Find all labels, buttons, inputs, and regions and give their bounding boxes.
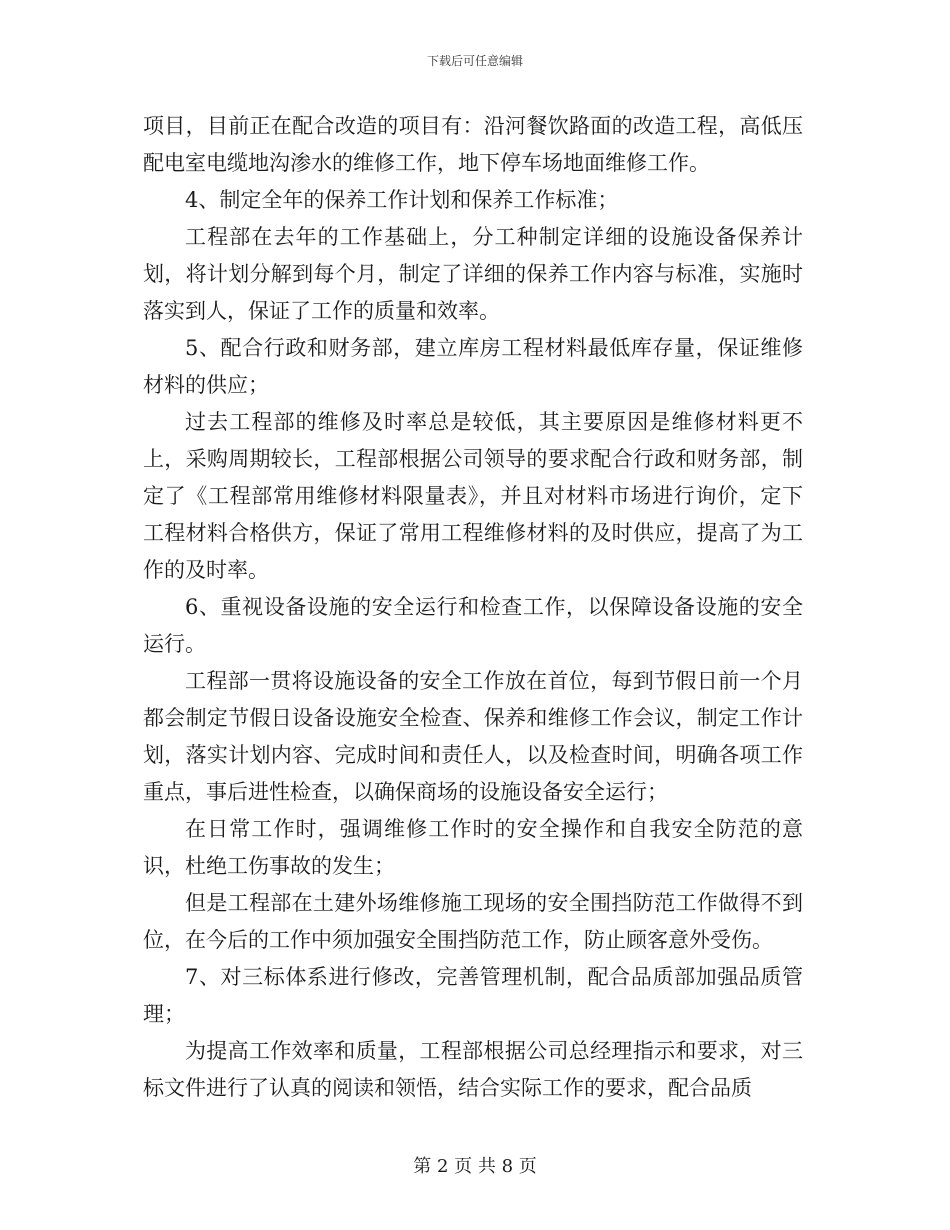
page-number: 第 2 页 共 8 页 [413,1156,537,1177]
page-header-note: 下载后可任意编辑 [426,54,523,68]
paragraph: 项目，目前正在配合改造的项目有：沿河餐饮路面的改造工程，高低压配电室电缆地沟渗水的维修工作，地下停车场地面维修工作。 [143,114,803,175]
paragraph: 工程部一贯将设施设备的安全工作放在首位，每到节假日前一个月都会制定节假日设备设施安全检查、保养和维修工作会议，制定工作计划，落实计划内容、完成时间和责任人，以及检查时间，明确各项工作重点，事后进性检查，以确保商场的设施设备安全运行； [143,669,803,804]
paragraph: 过去工程部的维修及时率总是较低，其主要原因是维修材料更不上，采购周期较长，工程部根据公司领导的要求配合行政和财务部，制定了《工程部常用维修材料限量表》，并且对材料市场进行询价，定下工程材料合格供方，保证了常用工程维修材料的及时供应，提高了为工作的及时率。 [143,410,803,582]
section-heading: 5、配合行政和财务部，建立库房工程材料最低库存量，保证维修材料的供应； [143,336,803,397]
section-heading: 4、制定全年的保养工作计划和保养工作标准； [185,188,619,212]
section-heading: 7、对三标体系进行修改，完善管理机制，配合品质部加强品质管理； [143,965,803,1026]
paragraph: 但是工程部在土建外场维修施工现场的安全围挡防范工作做得不到位，在今后的工作中须加强安全围挡防范工作，防止顾客意外受伤。 [143,891,803,952]
paragraph: 为提高工作效率和质量，工程部根据公司总经理指示和要求，对三标文件进行了认真的阅读和领悟，结合实际工作的要求，配合品质 [143,1039,803,1100]
section-heading: 6、重视设备设施的安全运行和检查工作，以保障设备设施的安全运行。 [143,595,803,656]
paragraph: 在日常工作时，强调维修工作时的安全操作和自我安全防范的意识，杜绝工伤事故的发生； [143,817,803,878]
paragraph: 工程部在去年的工作基础上，分工种制定详细的设施设备保养计划，将计划分解到每个月，制定了详细的保养工作内容与标准，实施时落实到人，保证了工作的质量和效率。 [143,225,803,323]
document-body [143,108,803,1107]
